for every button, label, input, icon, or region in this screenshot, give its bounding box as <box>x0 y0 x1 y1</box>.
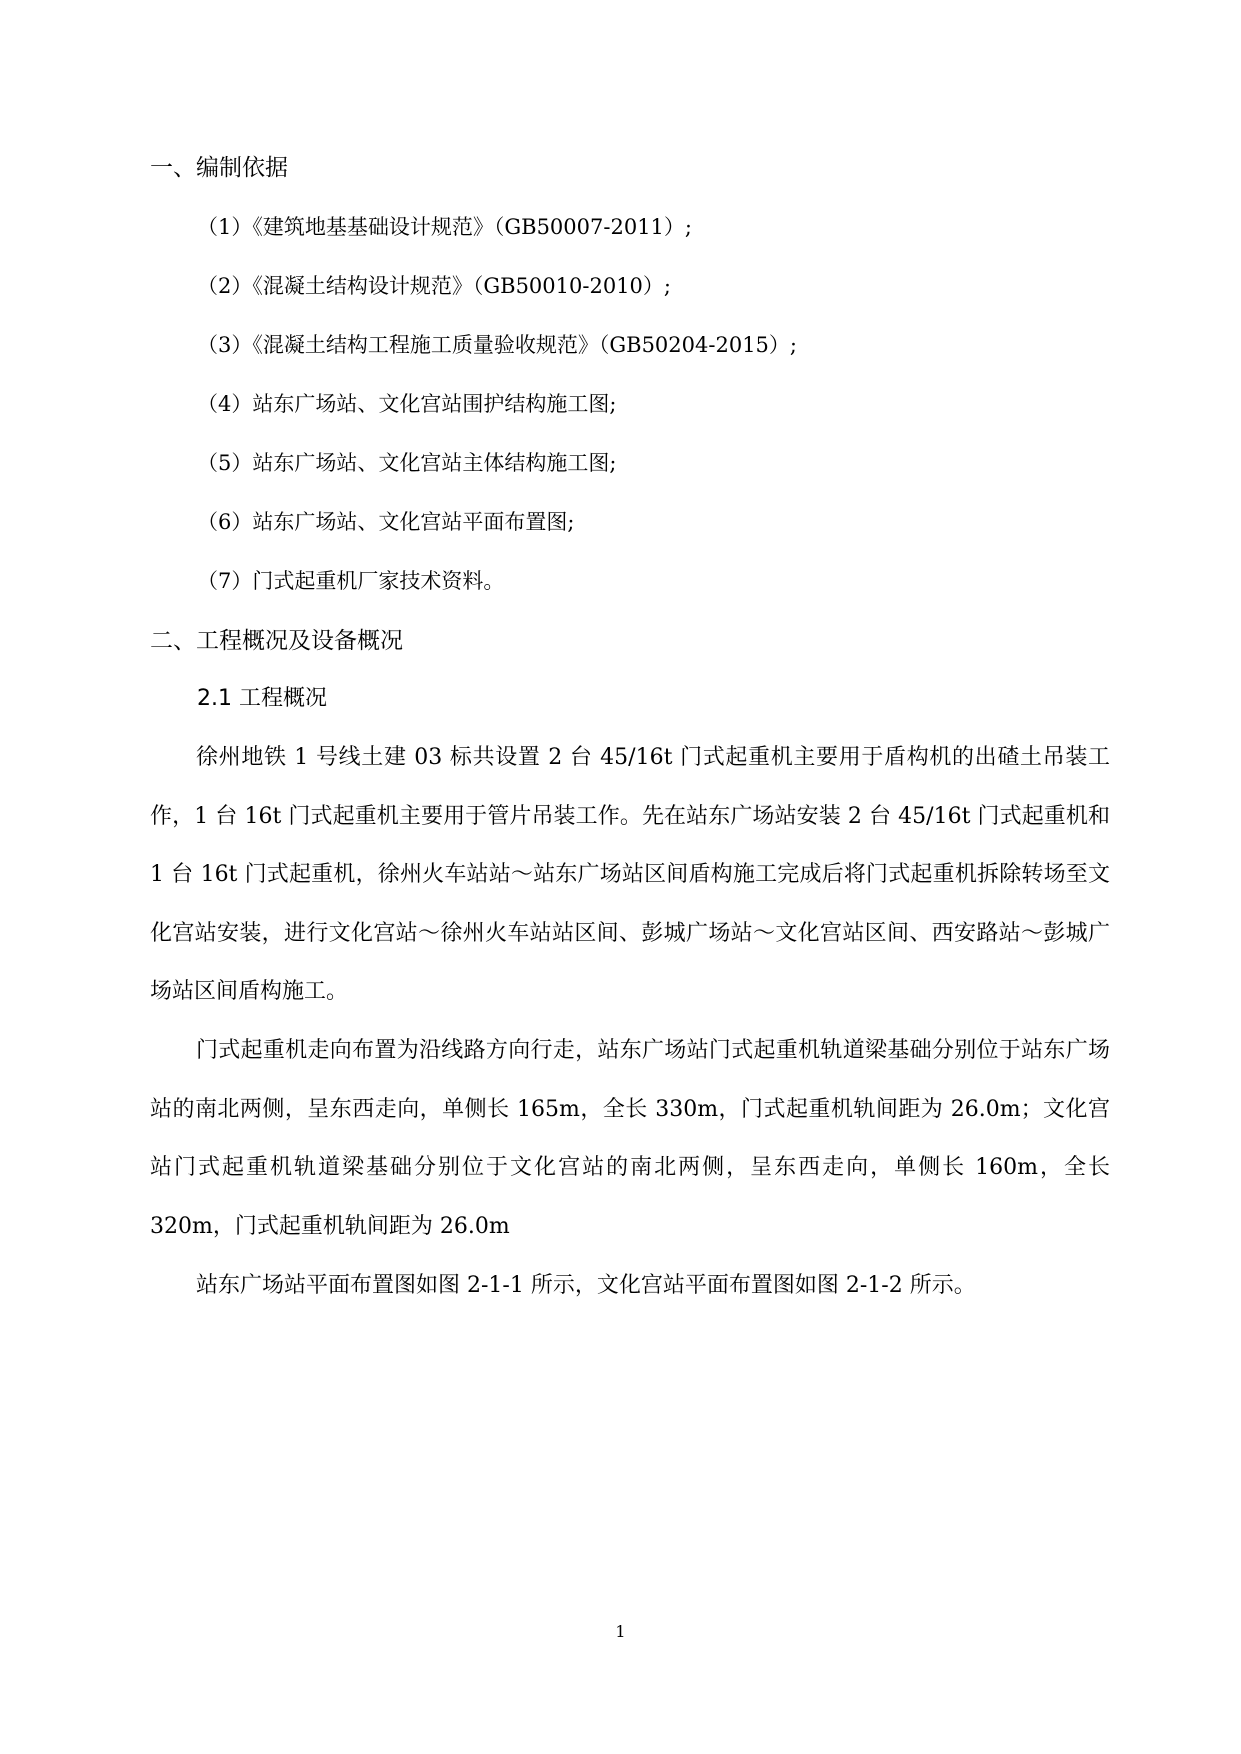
reference-item: （7）门式起重机厂家技术资料。 <box>197 569 505 593</box>
subsection-heading: 2.1 工程概况 <box>197 686 327 711</box>
reference-item: （4）站东广场站、文化宫站围护结构施工图; <box>197 392 617 416</box>
reference-item: （6）站东广场站、文化宫站平面布置图; <box>197 510 575 534</box>
reference-item: （3）《混凝土结构工程施工质量验收规范》（GB50204-2015）; <box>197 333 797 357</box>
section-heading-basis: 一、编制依据 <box>150 155 288 181</box>
body-paragraph: 徐州地铁 1 号线土建 03 标共设置 2 台 45/16t 门式起重机主要用于盾构机的出碴土吊装工作，1 台 16t 门式起重机主要用于管片吊装工作。先在站东广场站安装 2 台 45/16t 门式起重机和 1 台 16t 门式起重机，徐州火车站站～站东广场站区间盾构施工完成后将门式起重机拆除转场至文化宫站安装，进行文化宫站～徐州火车站站区间、彭城广场站～文化宫站区间、西安路站～彭城广场站区间盾构施工。 <box>150 745 1110 1004</box>
body-paragraph: 门式起重机走向布置为沿线路方向行走，站东广场站门式起重机轨道梁基础分别位于站东广场站的南北两侧，呈东西走向，单侧长 165m，全长 330m，门式起重机轨间距为 26.0m；文化宫站门式起重机轨道梁基础分别位于文化宫站的南北两侧，呈东西走向，单侧长 160m，全长 320m，门式起重机轨间距为 26.0m <box>150 1038 1110 1239</box>
body-paragraph: 站东广场站平面布置图如图 2-1-1 所示，文化宫站平面布置图如图 2-1-2 所示。 <box>196 1273 976 1298</box>
reference-item: （1）《建筑地基基础设计规范》（GB50007-2011）; <box>197 215 692 239</box>
reference-item: （2）《混凝土结构设计规范》（GB50010-2010）; <box>197 274 671 298</box>
section-heading-overview: 二、工程概况及设备概况 <box>150 628 403 654</box>
page-number: 1 <box>615 1622 626 1641</box>
reference-item: （5）站东广场站、文化宫站主体结构施工图; <box>197 451 617 475</box>
